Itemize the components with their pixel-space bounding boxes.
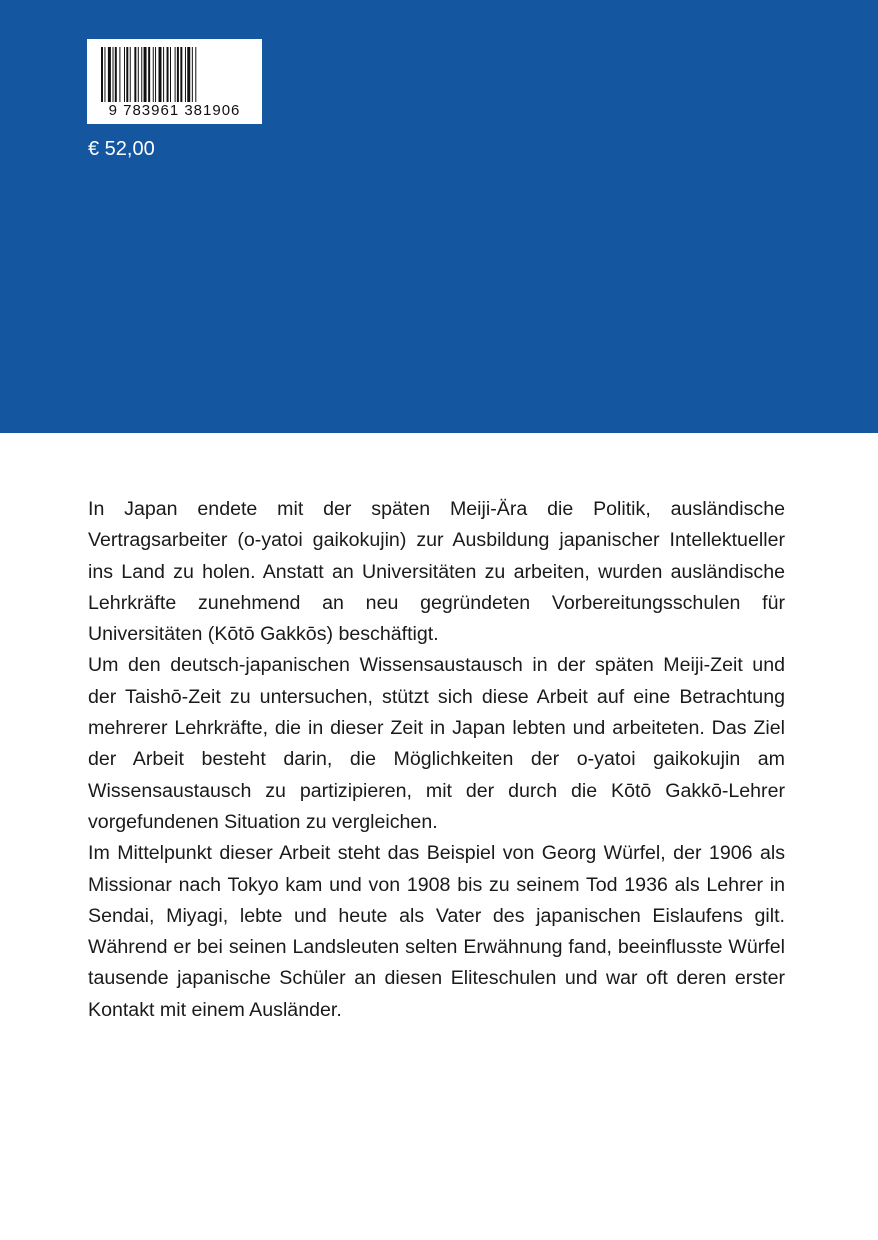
price-label: € 52,00 (88, 138, 155, 160)
isbn-digits: 9 783961 381906 (108, 102, 241, 119)
blurb-paragraph-2: Um den deutsch-japanischen Wissensaustausch in der späten Meiji-Zeit und der Taishō-Zeit zu untersuchen, stützt sich diese Arbeit auf eine Betrachtung mehrerer Lehrkräfte, die in dieser Zeit in Japan lebten und arbeiteten. Das Ziel der Arbeit besteht darin, die Möglichkeiten der o-yatoi gaikokujin am Wissensaustausch zu partizipieren, mit der durch die Kōtō Gakkō-Lehrer vorgefundenen Situation zu vergleichen. (88, 654, 785, 833)
isbn-barcode (87, 39, 262, 124)
cover-top-band (0, 0, 878, 433)
back-cover-blurb (88, 494, 785, 1026)
blurb-paragraph-1: In Japan endete mit der späten Meiji-Ära die Politik, ausländische Vertragsarbeiter (o-yatoi gaikokujin) zur Ausbildung japanischer Intellektueller ins Land zu holen. Anstatt an Universitäten zu arbeiten, wurden ausländische Lehrkräfte zunehmend an neu gegründeten Vorbereitungsschulen für Universitäten (Kōtō Gakkōs) beschäftigt. (88, 498, 785, 646)
blurb-paragraph-3: Im Mittelpunkt dieser Arbeit steht das Beispiel von Georg Würfel, der 1906 als Missionar nach Tokyo kam und von 1908 bis zu seinem Tod 1936 als Lehrer in Sendai, Miyagi, lebte und heute als Vater des japanischen Eislaufens gilt. Während er bei seinen Landsleuten selten Erwähnung fand, beeinflusste Würfel tausende japanische Schüler an diesen Eliteschulen und war oft deren erster Kontakt mit einem Ausländer. (88, 842, 785, 1021)
